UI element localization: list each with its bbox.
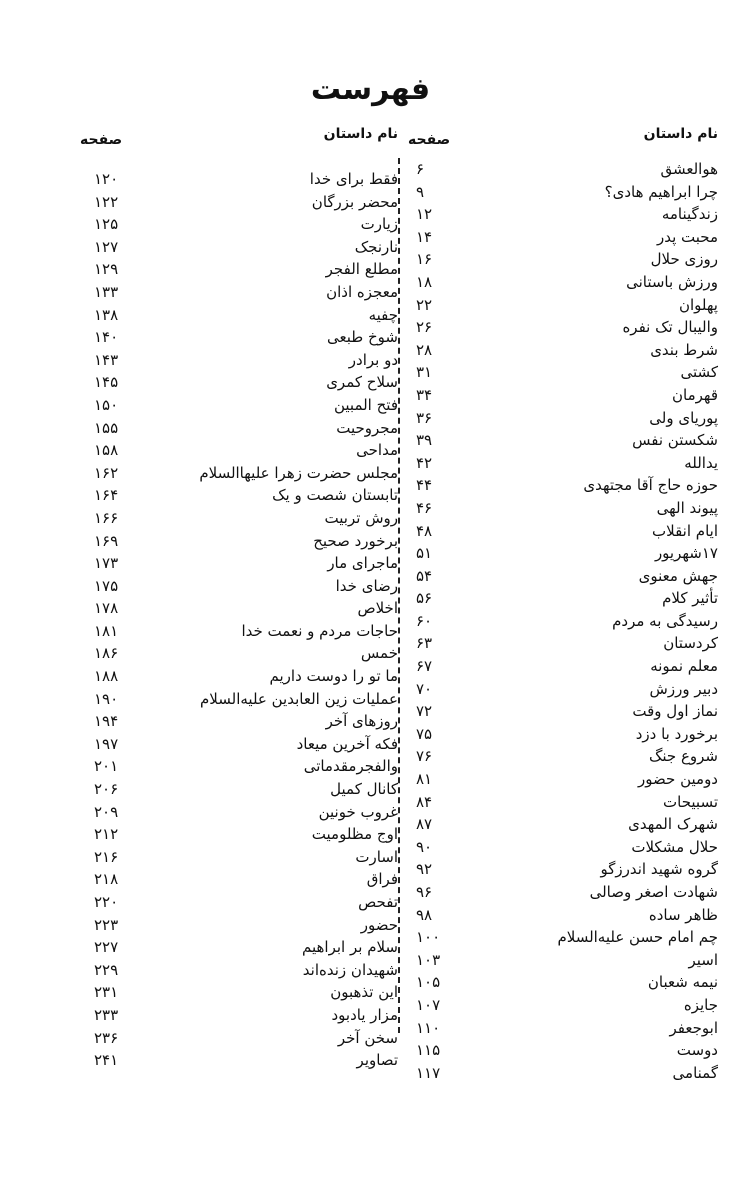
toc-entry <box>408 226 718 249</box>
page-number: ۴۲ <box>416 453 433 472</box>
toc-entry <box>408 1039 718 1062</box>
page-number: ۱۳۳ <box>94 282 119 301</box>
story-title: یدالله <box>684 453 718 472</box>
story-title: نیمه شعبان <box>647 973 718 992</box>
story-title: جهش معنوی <box>638 566 718 585</box>
story-title: مداحی <box>356 441 398 460</box>
page-number: ۲۲۷ <box>94 938 119 957</box>
story-title: روش تربیت <box>324 508 398 527</box>
story-title: پهلوان <box>679 295 718 314</box>
page-title: فهرست <box>310 72 431 107</box>
page-number: ۱۹۷ <box>94 734 119 753</box>
story-title: پوریای ولی <box>649 408 718 427</box>
toc-entry <box>80 575 398 598</box>
toc-column-right <box>408 118 718 1148</box>
story-title: تأثیر کلام <box>662 589 718 608</box>
toc-entry <box>408 971 718 994</box>
toc-entry <box>80 326 398 349</box>
toc-entry <box>408 723 718 746</box>
page-number: ۱۰۵ <box>416 973 441 992</box>
page-number: ۲۶ <box>416 318 433 337</box>
page-number: ۹۶ <box>416 883 433 901</box>
page-number: ۱۶۲ <box>94 463 119 482</box>
story-title: چرا ابراهیم هادی؟ <box>604 182 718 201</box>
toc-entry <box>80 936 398 959</box>
page-number: ۹ <box>416 182 425 201</box>
story-title: ماجرای مار <box>327 554 398 573</box>
story-title: معلم نمونه <box>650 657 718 676</box>
page-number: ۲۱۸ <box>94 870 119 889</box>
page-number: ۲۸ <box>416 340 433 359</box>
page-number: ۱۷۳ <box>94 554 119 573</box>
toc-entry <box>408 203 718 226</box>
story-title: سلاح کمری <box>326 373 398 392</box>
header-story-name: نام داستان <box>323 126 398 142</box>
page-number: ۱۱۰ <box>416 1018 441 1037</box>
toc-entry <box>408 248 718 271</box>
toc-entry <box>408 587 718 610</box>
page-number: ۵۱ <box>416 544 433 563</box>
toc-entry <box>80 981 398 1004</box>
story-title: اسیر <box>688 950 718 969</box>
toc-entry <box>408 836 718 859</box>
page-number: ۵۶ <box>416 589 433 608</box>
toc-entry <box>408 361 718 384</box>
story-title: شروع جنگ <box>648 747 718 766</box>
story-title: تسبیحات <box>663 792 718 811</box>
page-number: ۱۸۸ <box>94 667 119 686</box>
page-number: ۹۰ <box>416 837 433 856</box>
story-title: شوخ طبعی <box>327 328 398 347</box>
page-number: ۲۱۲ <box>94 825 119 844</box>
toc-entry <box>408 339 718 362</box>
toc-entry <box>80 801 398 824</box>
toc-entry <box>408 949 718 972</box>
toc-entry <box>408 294 718 317</box>
page-number: ۱۶۹ <box>94 531 119 550</box>
toc-entry <box>80 891 398 914</box>
toc-entry <box>80 258 398 281</box>
story-title: کردستان <box>663 634 718 653</box>
toc-entry <box>80 1027 398 1050</box>
toc-entry <box>408 565 718 588</box>
story-title: عملیات زین العابدین عليه‌السلام <box>200 689 398 708</box>
page-number: ۱۰۷ <box>416 995 441 1014</box>
story-title: کانال کمیل <box>330 780 398 799</box>
page-number: ۶۷ <box>416 657 433 676</box>
page-number: ۱۶۴ <box>94 486 119 505</box>
story-title: پیوند الهی <box>656 498 718 517</box>
toc-entry <box>80 710 398 733</box>
header-page: صفحه <box>80 132 123 148</box>
toc-list <box>408 152 718 1084</box>
page-number: ۲۴۱ <box>94 1051 119 1070</box>
toc-entry <box>408 745 718 768</box>
page-number: ۱۶۶ <box>94 508 119 527</box>
toc-entry <box>80 868 398 891</box>
story-title: برخورد با دزد <box>635 724 718 743</box>
toc-entry <box>80 281 398 304</box>
page-number: ۱۸ <box>416 272 433 291</box>
toc-column-left <box>80 118 398 1148</box>
toc-entry <box>408 632 718 655</box>
page-number: ۹۸ <box>416 905 433 924</box>
header-story-name: نام داستان <box>643 126 718 142</box>
page-number: ۱۰۳ <box>416 950 441 969</box>
toc-entry <box>80 665 398 688</box>
story-title: ۱۷شهریور <box>654 544 718 563</box>
story-title: مزار یادبود <box>331 1005 398 1024</box>
story-title: قهرمان <box>672 385 718 404</box>
story-title: فقط برای خدا <box>309 170 398 188</box>
story-title: نماز اول وقت <box>632 702 718 721</box>
toc-entry <box>408 1017 718 1040</box>
story-title: تصاویر <box>356 1051 398 1070</box>
story-title: دومین حضور <box>638 770 718 789</box>
story-title: حاجات مردم و نعمت خدا <box>241 621 398 640</box>
page-number: ۳۴ <box>416 385 433 404</box>
story-title: شهرک المهدی <box>628 815 718 834</box>
toc-entry <box>80 688 398 711</box>
story-title: مجروحیت <box>336 418 398 437</box>
page-number: ۱۲۹ <box>94 260 119 279</box>
toc-entry <box>408 542 718 565</box>
page-number: ۲۲ <box>416 295 433 314</box>
page-number: ۱۹۰ <box>94 689 119 708</box>
toc-entry <box>408 452 718 475</box>
story-title: اخلاص <box>357 599 398 618</box>
story-title: شهیدان زنده‌اند <box>302 960 398 979</box>
story-title: دبیر ورزش <box>649 679 718 698</box>
toc-entry <box>80 462 398 485</box>
column-divider <box>398 158 400 1033</box>
story-title: ابوجعفر <box>669 1018 718 1037</box>
page-number: ۳۹ <box>416 431 433 450</box>
page-number: ۱۴ <box>416 227 433 246</box>
story-title: محبت پدر <box>656 227 718 246</box>
toc-entry <box>408 904 718 927</box>
toc-entry <box>408 316 718 339</box>
story-title: این تذهبون <box>330 983 398 1002</box>
toc-entry <box>408 791 718 814</box>
story-title: ایام انقلاب <box>652 521 718 540</box>
toc-entry <box>80 236 398 259</box>
toc-entry <box>408 474 718 497</box>
page-number: ۱۳۸ <box>94 305 119 324</box>
toc-entry <box>408 926 718 949</box>
toc-entry <box>80 213 398 236</box>
story-title: حضور <box>360 915 398 934</box>
story-title: خمس <box>360 644 398 663</box>
page-number: ۱۲۵ <box>94 215 119 234</box>
page-number: ۱۷۸ <box>94 599 119 618</box>
page-number: ۲۳۳ <box>94 1005 119 1024</box>
story-title: گمنامی <box>672 1063 718 1082</box>
page-number: ۲۳۶ <box>94 1028 119 1047</box>
page-number: ۷۲ <box>416 702 433 721</box>
story-title: معجزه اذان <box>326 282 398 301</box>
story-title: حوزه حاج آقا مجتهدی <box>583 476 718 495</box>
story-title: چم امام حسن عليه‌السلام <box>557 928 718 947</box>
story-title: کشتی <box>680 363 718 382</box>
toc-entry <box>408 881 718 904</box>
story-title: اسارت <box>355 847 398 866</box>
toc-entry <box>80 191 398 214</box>
page-number: ۱۷۵ <box>94 576 119 595</box>
story-title: زیارت <box>360 215 398 234</box>
story-title: روزهای آخر <box>325 712 398 731</box>
toc-entry <box>408 858 718 881</box>
story-title: دو برادر <box>348 350 398 369</box>
page-number: ۷۶ <box>416 747 433 766</box>
story-title: شهادت اصغر وصالی <box>589 883 718 901</box>
toc-entry <box>80 778 398 801</box>
page-number: ۱۵۵ <box>94 418 119 437</box>
page-number: ۱۴۰ <box>94 328 119 347</box>
page-number: ۳۶ <box>416 408 433 427</box>
story-title: اوج مظلومیت <box>311 825 398 844</box>
toc-entry <box>80 1004 398 1027</box>
story-title: رضای خدا <box>335 576 398 595</box>
page-number: ۹۲ <box>416 860 433 879</box>
toc-entry <box>80 620 398 643</box>
toc-entry <box>408 407 718 430</box>
toc-entry <box>80 439 398 462</box>
toc-entry <box>408 1062 718 1085</box>
toc-entry <box>408 158 718 181</box>
page-number: ۱۲۰ <box>94 170 119 188</box>
story-title: مطلع الفجر <box>325 260 398 279</box>
page-number: ۱۵۰ <box>94 395 119 414</box>
page-number: ۲۰۱ <box>94 757 119 776</box>
page-number: ۳۱ <box>416 363 433 382</box>
page-number: ۱۹۴ <box>94 712 119 731</box>
page-number: ۲۰۶ <box>94 780 119 799</box>
story-title: فکه آخرین میعاد <box>296 734 398 753</box>
page-number: ۲۳۱ <box>94 983 119 1002</box>
story-title: ظاهر ساده <box>648 905 718 924</box>
toc-list <box>80 152 398 1072</box>
page-number: ۱۶ <box>416 250 433 269</box>
toc-entry <box>408 678 718 701</box>
toc-entry <box>408 655 718 678</box>
story-title: ما تو را دوست داریم <box>269 667 398 686</box>
column-header <box>408 118 718 152</box>
toc-entry <box>80 371 398 394</box>
story-title: محضر بزرگان <box>311 192 398 211</box>
page-number: ۱۲ <box>416 205 433 224</box>
page-number: ۱۵۸ <box>94 441 119 460</box>
toc-entry <box>80 552 398 575</box>
toc-entry <box>80 846 398 869</box>
page-number: ۲۰۹ <box>94 802 119 821</box>
story-title: دوست <box>676 1041 718 1060</box>
toc-entry <box>80 530 398 553</box>
page-number: ۱۸۶ <box>94 644 119 663</box>
story-title: هوالعشق <box>660 160 718 178</box>
toc-entry <box>408 384 718 407</box>
page-number: ۱۰۰ <box>416 928 441 947</box>
toc-entry <box>80 823 398 846</box>
story-title: رسیدگی به مردم <box>612 611 718 630</box>
page-number: ۱۴۳ <box>94 350 119 369</box>
toc-entry <box>80 349 398 372</box>
page-number: ۶۳ <box>416 634 433 653</box>
page-number: ۱۲۷ <box>94 237 119 256</box>
toc-entry <box>80 168 398 191</box>
page-number: ۲۱۶ <box>94 847 119 866</box>
story-title: تابستان شصت و یک <box>272 486 398 505</box>
page-number: ۷۰ <box>416 679 433 698</box>
toc-entry <box>408 700 718 723</box>
page-number: ۷۵ <box>416 724 433 743</box>
story-title: نارنجک <box>354 237 398 256</box>
toc-entry <box>80 642 398 665</box>
toc-entry <box>80 733 398 756</box>
story-title: مجلس حضرت زهرا عليهاالسلام <box>199 463 398 482</box>
page-number: ۴۶ <box>416 498 433 517</box>
page-number: ۱۸۱ <box>94 621 119 640</box>
page-number: ۸۷ <box>416 815 433 834</box>
page-number: ۴۴ <box>416 476 433 495</box>
toc-entry <box>408 429 718 452</box>
story-title: فراق <box>366 870 398 889</box>
toc-entry <box>408 768 718 791</box>
page-number: ۱۴۵ <box>94 373 119 392</box>
story-title: برخورد صحیح <box>313 531 398 550</box>
page-number: ۸۱ <box>416 770 433 789</box>
story-title: زندگینامه <box>661 205 718 224</box>
toc-entry <box>408 610 718 633</box>
toc-entry <box>80 394 398 417</box>
toc-entry <box>408 813 718 836</box>
story-title: سخن آخر <box>337 1028 398 1047</box>
toc-entry <box>80 755 398 778</box>
toc-entry <box>80 484 398 507</box>
toc-entry <box>80 959 398 982</box>
toc-entry <box>80 507 398 530</box>
page-number: ۲۲۹ <box>94 960 119 979</box>
page-number: ۱۲۲ <box>94 192 119 211</box>
story-title: روزی حلال <box>650 250 718 269</box>
page-number: ۱۱۷ <box>416 1063 441 1082</box>
column-header <box>80 118 398 152</box>
toc-entry <box>408 994 718 1017</box>
toc-entry <box>80 597 398 620</box>
story-title: شکستن نفس <box>632 431 718 450</box>
page-number: ۲۲۰ <box>94 893 119 911</box>
page-number: ۵۴ <box>416 566 433 585</box>
header-page: صفحه <box>408 132 451 148</box>
toc-entry <box>408 497 718 520</box>
toc-entry <box>80 1049 398 1072</box>
story-title: ورزش باستانی <box>626 272 718 291</box>
toc-entry <box>80 417 398 440</box>
story-title: تفحص <box>358 893 398 911</box>
story-title: والفجرمقدماتی <box>303 757 398 776</box>
toc-entry <box>408 181 718 204</box>
page-number: ۸۴ <box>416 792 433 811</box>
story-title: حلال مشکلات <box>631 837 718 856</box>
toc-entry <box>80 304 398 327</box>
story-title: جایزه <box>683 995 718 1014</box>
story-title: غروب خونین <box>318 802 398 821</box>
story-title: سلام بر ابراهیم <box>302 938 398 957</box>
story-title: والیبال تک نفره <box>622 318 718 337</box>
page-number: ۴۸ <box>416 521 433 540</box>
toc-entry <box>408 520 718 543</box>
toc-entry <box>80 914 398 937</box>
story-title: گروه شهید اندرزگو <box>600 860 718 879</box>
page-number: ۱۱۵ <box>416 1041 441 1060</box>
story-title: شرط بندی <box>650 340 718 359</box>
story-title: چفیه <box>368 305 398 324</box>
page-number: ۲۲۳ <box>94 915 119 934</box>
page-number: ۶۰ <box>416 611 433 630</box>
page-number: ۶ <box>416 160 425 178</box>
toc-entry <box>408 271 718 294</box>
story-title: فتح المبین <box>333 395 398 414</box>
